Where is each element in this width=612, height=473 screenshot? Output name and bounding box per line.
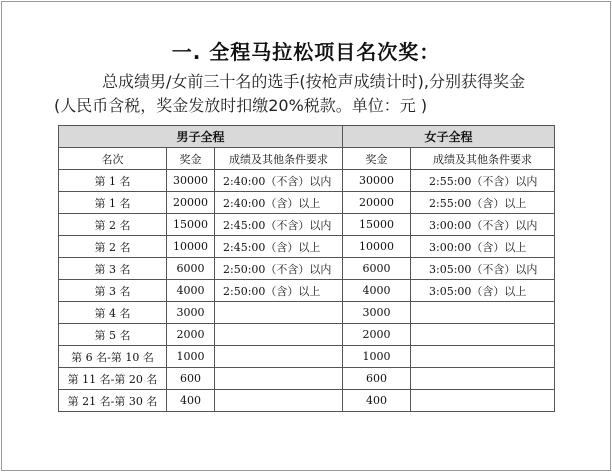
male-prize-cell: 6000 [167,258,215,280]
rank-cell: 第 3 名 [59,280,167,302]
document-page [1,1,611,471]
male-requirement-cell: 2:50:00（含）以上 [215,280,343,302]
table-row [59,324,555,346]
section-title: 一. 全程马拉松项目名次奖： [171,40,441,64]
female-requirement-cell: 3:00:00（不含）以内 [411,214,555,236]
prize-table [58,125,555,412]
rank-cell: 第 5 名 [59,324,167,346]
female-requirement-cell [411,368,555,390]
female-requirement-cell: 2:55:00（不含）以内 [411,170,555,192]
col-header-rank: 名次 [59,148,167,170]
female-prize-cell: 4000 [343,280,411,302]
male-requirement-cell: 2:50:00（不含）以内 [215,258,343,280]
male-requirement-cell [215,324,343,346]
female-prize-cell: 6000 [343,258,411,280]
female-requirement-cell [411,346,555,368]
male-prize-cell: 15000 [167,214,215,236]
col-header-female-prize: 奖金 [343,148,411,170]
female-prize-cell: 10000 [343,236,411,258]
female-requirement-cell: 3:05:00（含）以上 [411,280,555,302]
rank-cell: 第 1 名 [59,192,167,214]
female-requirement-cell [411,302,555,324]
table-row [59,280,555,302]
female-prize-cell: 15000 [343,214,411,236]
table-row [59,236,555,258]
male-prize-cell: 600 [167,368,215,390]
male-prize-cell: 20000 [167,192,215,214]
female-requirement-cell [411,390,555,412]
rank-cell: 第 11 名-第 20 名 [59,368,167,390]
male-group-header: 男子全程 [59,126,343,148]
female-prize-cell: 600 [343,368,411,390]
rank-cell: 第 3 名 [59,258,167,280]
female-requirement-cell: 2:55:00（含）以上 [411,192,555,214]
table-group-header-row [59,126,555,148]
male-requirement-cell: 2:45:00（不含）以内 [215,214,343,236]
female-prize-cell: 2000 [343,324,411,346]
female-requirement-cell [411,324,555,346]
female-group-header: 女子全程 [343,126,555,148]
female-prize-cell: 30000 [343,170,411,192]
male-requirement-cell: 2:45:00（含）以上 [215,236,343,258]
table-column-header-row [59,148,555,170]
male-prize-cell: 4000 [167,280,215,302]
table-row [59,258,555,280]
col-header-female-requirement: 成绩及其他条件要求 [411,148,555,170]
female-prize-cell: 3000 [343,302,411,324]
table-row [59,390,555,412]
male-requirement-cell [215,302,343,324]
rank-cell: 第 2 名 [59,236,167,258]
intro-paragraph [54,70,580,118]
male-prize-cell: 1000 [167,346,215,368]
intro-line-1: 总成绩男/女前三十名的选手(按枪声成绩计时),分别获得奖金 [102,72,525,91]
female-requirement-cell: 3:00:00（含）以上 [411,236,555,258]
rank-cell: 第 1 名 [59,170,167,192]
rank-cell: 第 21 名-第 30 名 [59,390,167,412]
table-row [59,170,555,192]
male-requirement-cell [215,390,343,412]
table-row [59,346,555,368]
female-prize-cell: 1000 [343,346,411,368]
table-row [59,368,555,390]
male-requirement-cell: 2:40:00（不含）以内 [215,170,343,192]
table-row [59,302,555,324]
rank-cell: 第 4 名 [59,302,167,324]
prize-table-body [59,170,555,412]
col-header-male-requirement: 成绩及其他条件要求 [215,148,343,170]
intro-line-2: (人民币含税，奖金发放时扣缴20%税款。单位：元 ) [54,96,428,115]
rank-cell: 第 6 名-第 10 名 [59,346,167,368]
rank-cell: 第 2 名 [59,214,167,236]
female-prize-cell: 400 [343,390,411,412]
male-requirement-cell: 2:40:00（含）以上 [215,192,343,214]
table-row [59,192,555,214]
male-requirement-cell [215,368,343,390]
female-requirement-cell: 3:05:00（不含）以内 [411,258,555,280]
col-header-male-prize: 奖金 [167,148,215,170]
table-row [59,214,555,236]
male-prize-cell: 400 [167,390,215,412]
male-requirement-cell [215,346,343,368]
male-prize-cell: 3000 [167,302,215,324]
male-prize-cell: 2000 [167,324,215,346]
male-prize-cell: 10000 [167,236,215,258]
male-prize-cell: 30000 [167,170,215,192]
female-prize-cell: 20000 [343,192,411,214]
